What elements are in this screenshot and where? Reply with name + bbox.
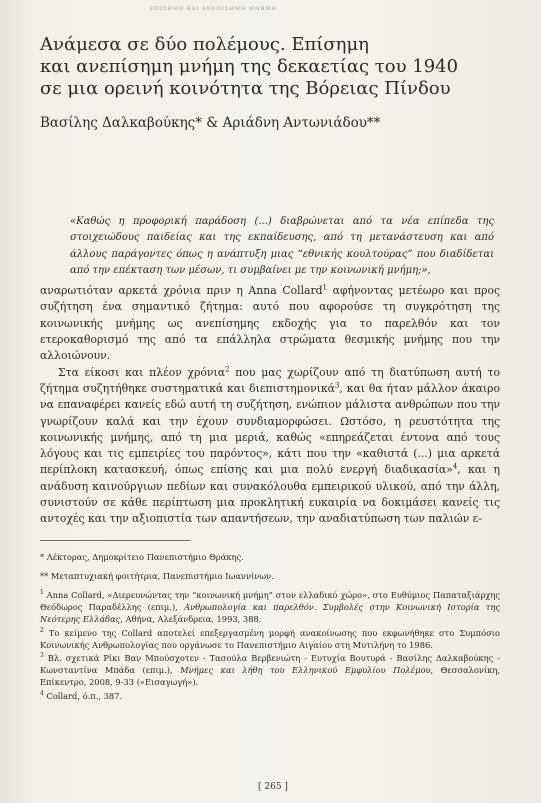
footnote-author-2: ** Μεταπτυχιακή φοιτήτρια, Πανεπιστήμιο Ιωαννίνων. [40,570,274,581]
epigraph-quote: «Καθώς η προφορική παράδοση (...) διαβρώνεται από τα νέα επίπεδα της στοιχειώδους παιδείας και της εκπαίδευσης, από τη μετανάστευση και από άλλους παράγοντες όπως η ανάπτυξη μιας “εθνικής κουλτούρας” που διαδίδεται από την επέκταση των μέσων, τι συμβαίνει με την κοινωνική μνήμη;», [70,216,494,276]
footnote-4: $^4$ Collard, ό.π., 387. [40,689,123,701]
title-line: και ανεπίσημη μνήμη της δεκαετίας του 1940 [40,56,459,77]
title-line: Ανάμεσα σε δύο πολέμους. Επίσημη [40,34,369,55]
bleed-through-margin [500,50,541,750]
paragraph-2: Στα είκοσι και πλέον χρόνια$^2$ που μας χωρίζουν από τη διατύπωση αυτή το ζήτημα συζητήθηκε συστηματικά και διεπιστημονικά$^3$, και θα ήταν μάλλον άκαιρο να επαναφέρει κανείς εδώ αυτή τη συζήτηση, ενώπιον μάλιστα ανθρώπων που την γνωρίζουν καλά και την έχουν συνδιαμορφώσει. Ωστόσο, η ρευστότητα της κοινωνικής μνήμης, από τη μια μεριά, καθώς «επηρεάζεται έντονα από τους λόγους και τις εμπειρίες του παρόντος», κάτι που την «καθιστά (...) μια αρκετά περίπλοκη κατασκευή, όπως επίσης και μια πολύ ενεργή διαδικασία»$^4$, και η ανάδυση καινούργιων πεδίων και συνακόλουθα εμπειρικού υλικού, από την άλλη, συνιστούν σε κάθε περίπτωση μια προκλητική ευκαιρία να δοκιμάσει κανείς τις αντοχές και την αξιοπιστία των απαντήσεων, την αναδιατύπωση των παλιών ε- [40,365,501,526]
authors: Βασίλης Δαλκαβούκης* & Αριάδνη Αντωνιάδου** [40,115,381,131]
footnote-ref-1[interactable]: 1 [322,283,328,292]
page-content [40,34,500,703]
footnote-3: $^3$ Βλ. σχετικά Ρίκι Βαν Μπούσχοτεν - Τασούλα Βερβενιώτη - Ευτυχία Βουτυρά - Βασίλης Δαλκαβούκης - Κωνσταντίνα Μπάδα (επιμ.), Μνήμες και λήθη του Ελληνικού Εμφυλίου Πολέμου, Θεσσαλονίκη, Επίκεντρο, 2008, 9-33 («Εισαγωγή»). [40,652,500,688]
body-text [40,283,500,527]
paragraph-1: αναρωτιόταν αρκετά χρόνια πριν η Anna Collard$^1$ αφήνοντας μετέωρο και προς συζήτηση ένα σημαντικό ζήτημα: αυτό που αφορούσε τη συγκρότηση της κοινωνικής μνήμης ως ανεπίσημης εκδοχής για το παρελθόν και τον ετεροκαθορισμό της από τα επάλληλα στρώματα θεσμικής μνήμης που την αλλοιώνουν. [40,283,500,363]
footnote-ref-3[interactable]: 3 [334,381,340,390]
page-number: [ 265 ] [258,782,288,792]
running-head: ΕΠΙΣΗΜΗ ΚΑΙ ΑΝΕΠΙΣΗΜΗ ΜΝΗΜΗ [150,6,278,12]
footnote-author-1: * Λέκτορας, Δημοκρίτειο Πανεπιστήμιο Θράκης. [40,551,244,562]
footnote-divider [40,540,190,541]
footnotes [40,551,500,702]
article-title [40,34,500,100]
footnote-1: $^1$ Anna Collard, «Διερευνώντας την “κοινωνική μνήμη” στον ελλαδικό χώρο», στο Ευθύμιος Παπαταξιάρχης Θεόδωρος Παραδέλλης (επιμ.), Ανθρωπολογία και παρελθόν. Συμβολές στην Κοινωνική Ιστορία της Νεότερης Ελλάδας, Αθήνα, Αλεξάνδρεια, 1993, 388. [40,589,500,625]
footnote-ref-2[interactable]: 2 [225,365,230,374]
footnote-2: $^2$ Το κείμενο της Collard αποτελεί επεξεργασμένη μορφή ανακοίνωσης που εκφωνήθηκε στο Συμπόσιο Κοινωνικής Ανθρωπολογίας που οργάνωσε το Πανεπιστήμιο Αιγαίου στη Μυτιλήνη το 1986. [40,626,500,650]
title-line: σε μια ορεινή κοινότητα της Βόρειας Πίνδου [40,78,451,99]
footnote-ref-4[interactable]: 4 [452,462,458,471]
